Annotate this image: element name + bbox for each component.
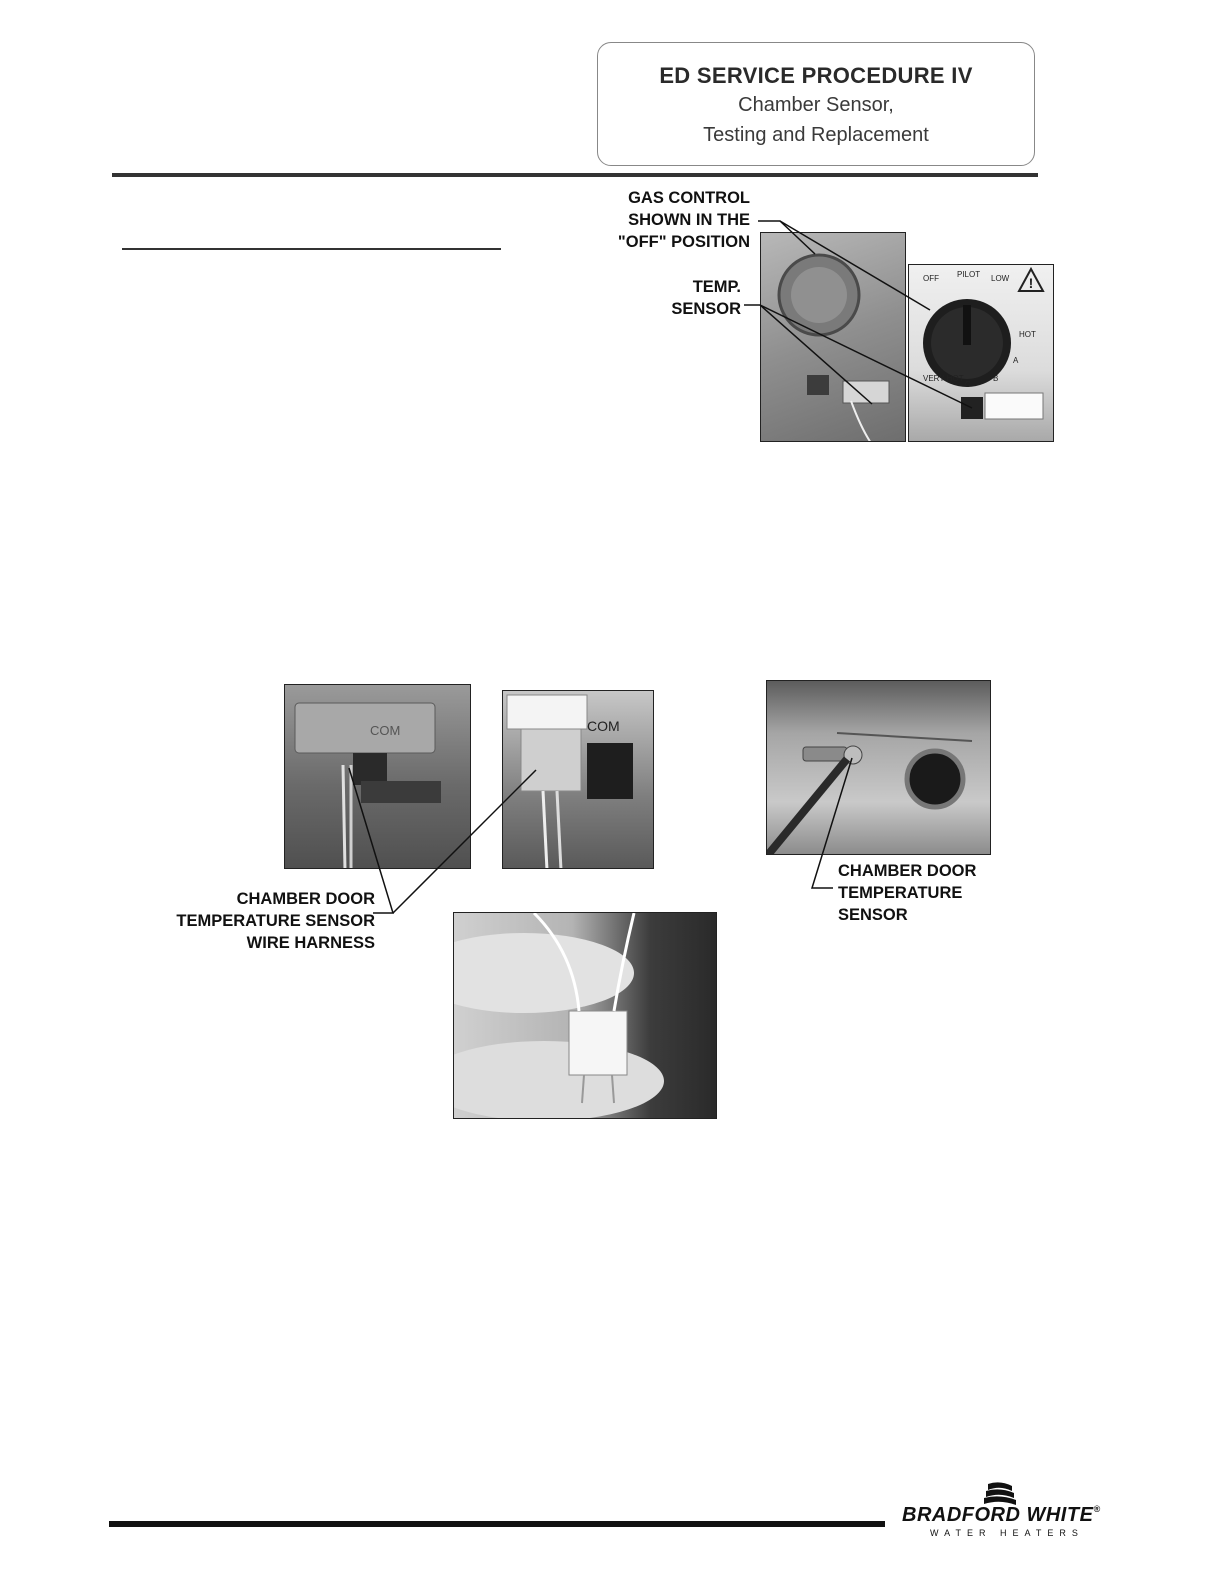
dial-label-very-hot: VERY HOT xyxy=(923,374,964,383)
procedure-subtitle-line1: Chamber Sensor, xyxy=(738,94,894,116)
header-divider xyxy=(112,173,1038,177)
dial-label-a: A xyxy=(1013,356,1019,365)
sensor-in-hand-photo xyxy=(453,912,717,1119)
procedure-title: ED SERVICE PROCEDURE IV xyxy=(659,63,973,88)
brand-tagline: WATER HEATERS xyxy=(930,1528,1084,1538)
procedure-subtitle-line2: Testing and Replacement xyxy=(703,124,929,146)
chamber-sensor-callout: CHAMBER DOOR TEMPERATURE SENSOR xyxy=(838,862,977,924)
chamber-door-photo xyxy=(766,680,991,855)
gas-control-photo-closeup xyxy=(908,264,1054,442)
harness-connected-drawing xyxy=(285,685,471,869)
chamber-door-drawing xyxy=(767,681,991,855)
brand-name: BRADFORD WHITE® xyxy=(902,1504,1101,1526)
harness-photo-disconnected xyxy=(502,690,654,869)
harness-photo-connected xyxy=(284,684,471,869)
procedure-title-box xyxy=(597,42,1035,166)
section-underline xyxy=(122,248,501,250)
gas-control-closeup-drawing xyxy=(909,265,1054,442)
dial-label-off: OFF xyxy=(923,274,939,283)
bradford-white-logo xyxy=(900,1482,1100,1542)
dial-label-hot: HOT xyxy=(1019,330,1036,339)
svg-text:!: ! xyxy=(1028,275,1034,291)
com-label-left: COM xyxy=(370,723,401,738)
com-label-right: COM xyxy=(587,718,620,734)
harness-disconnected-drawing xyxy=(503,691,654,869)
dial-label-b: B xyxy=(993,374,999,383)
gas-control-dial-drawing xyxy=(761,233,906,442)
sensor-in-hand-drawing xyxy=(454,913,717,1119)
harness-callout: CHAMBER DOOR TEMPERATURE SENSOR WIRE HARNESS xyxy=(176,890,375,952)
dial-label-low: LOW xyxy=(991,274,1010,283)
footer-rule xyxy=(109,1521,885,1527)
gas-control-callout: GAS CONTROL SHOWN IN THE "OFF" POSITION xyxy=(617,189,750,251)
gas-control-photo-wide xyxy=(760,232,906,442)
dial-label-c: C xyxy=(965,380,971,389)
temp-sensor-callout: TEMP. SENSOR xyxy=(671,278,741,318)
dial-label-pilot: PILOT xyxy=(957,270,981,279)
